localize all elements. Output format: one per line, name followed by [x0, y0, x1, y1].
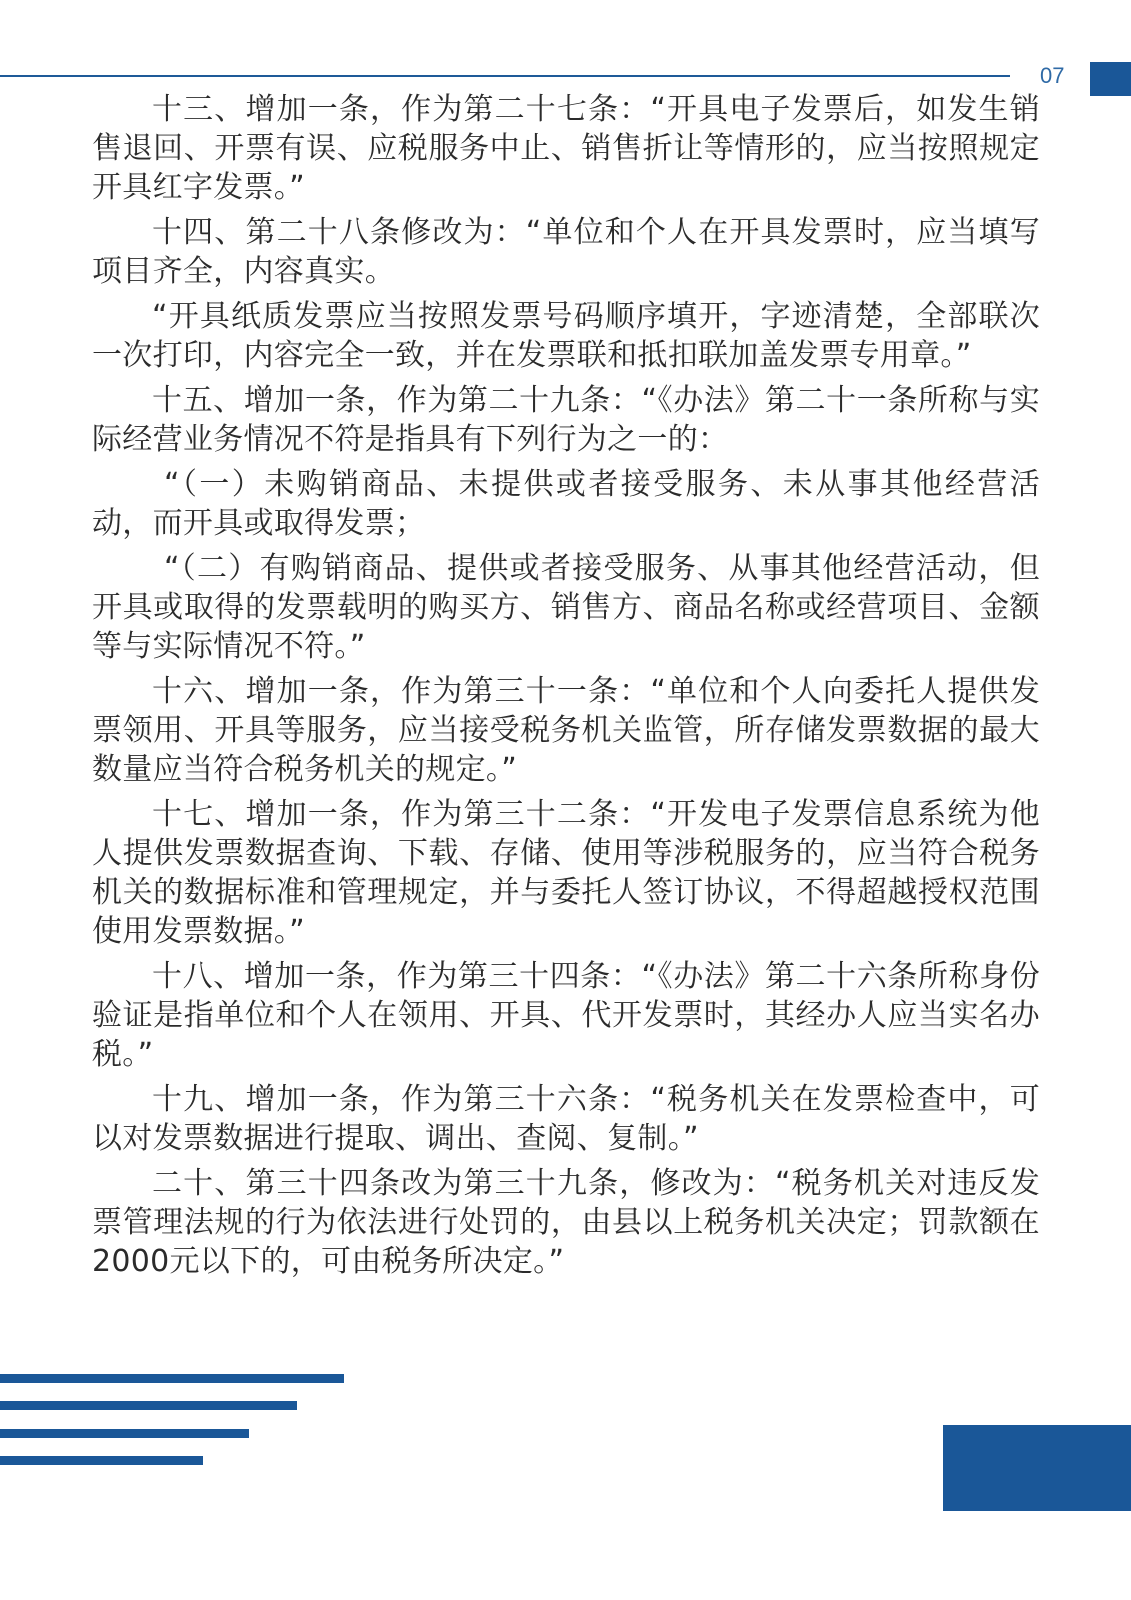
footer-decor-line — [0, 1429, 249, 1438]
paragraph: “开具纸质发票应当按照发票号码顺序填开，字迹清楚，全部联次一次打印，内容完全一致，并在发票联和抵扣联加盖发票专用章。” — [92, 299, 1040, 373]
footer-decor-line — [0, 1374, 344, 1383]
footer-decor-line — [0, 1456, 203, 1465]
paragraph: “（一）未购销商品、未提供或者接受服务、未从事其他经营活动，而开具或取得发票； — [92, 467, 1040, 541]
paragraph: 十四、第二十八条修改为：“单位和个人在开具发票时，应当填写项目齐全，内容真实。 — [92, 215, 1040, 289]
document-body — [92, 90, 1040, 1287]
page-number: 07 — [1040, 63, 1065, 88]
paragraph: 十九、增加一条，作为第三十六条：“税务机关在发票检查中，可以对发票数据进行提取、调出、查阅、复制。” — [92, 1082, 1040, 1156]
header-rule — [0, 75, 1010, 77]
footer-decor-line — [0, 1401, 297, 1410]
paragraph: 十六、增加一条，作为第三十一条：“单位和个人向委托人提供发票领用、开具等服务，应当接受税务机关监管，所存储发票数据的最大数量应当符合税务机关的规定。” — [92, 674, 1040, 787]
paragraph: “（二）有购销商品、提供或者接受服务、从事其他经营活动，但开具或取得的发票载明的购买方、销售方、商品名称或经营项目、金额等与实际情况不符。” — [92, 551, 1040, 664]
paragraph: 十八、增加一条，作为第三十四条：“《办法》第二十六条所称身份验证是指单位和个人在领用、开具、代开发票时，其经办人应当实名办税。” — [92, 959, 1040, 1072]
paragraph: 十七、增加一条，作为第三十二条：“开发电子发票信息系统为他人提供发票数据查询、下载、存储、使用等涉税服务的，应当符合税务机关的数据标准和管理规定，并与委托人签订协议，不得超越授权范围使用发票数据。” — [92, 797, 1040, 949]
header-accent-block — [1090, 62, 1131, 96]
paragraph: 十三、增加一条，作为第二十七条：“开具电子发票后，如发生销售退回、开票有误、应税服务中止、销售折让等情形的，应当按照规定开具红字发票。” — [92, 92, 1040, 205]
paragraph: 十五、增加一条，作为第二十九条：“《办法》第二十一条所称与实际经营业务情况不符是指具有下列行为之一的： — [92, 383, 1040, 457]
footer-accent-block — [943, 1425, 1131, 1511]
paragraph: 二十、第三十四条改为第三十九条，修改为：“税务机关对违反发票管理法规的行为依法进行处罚的，由县以上税务机关决定；罚款额在2000元以下的，可由税务所决定。” — [92, 1166, 1040, 1279]
